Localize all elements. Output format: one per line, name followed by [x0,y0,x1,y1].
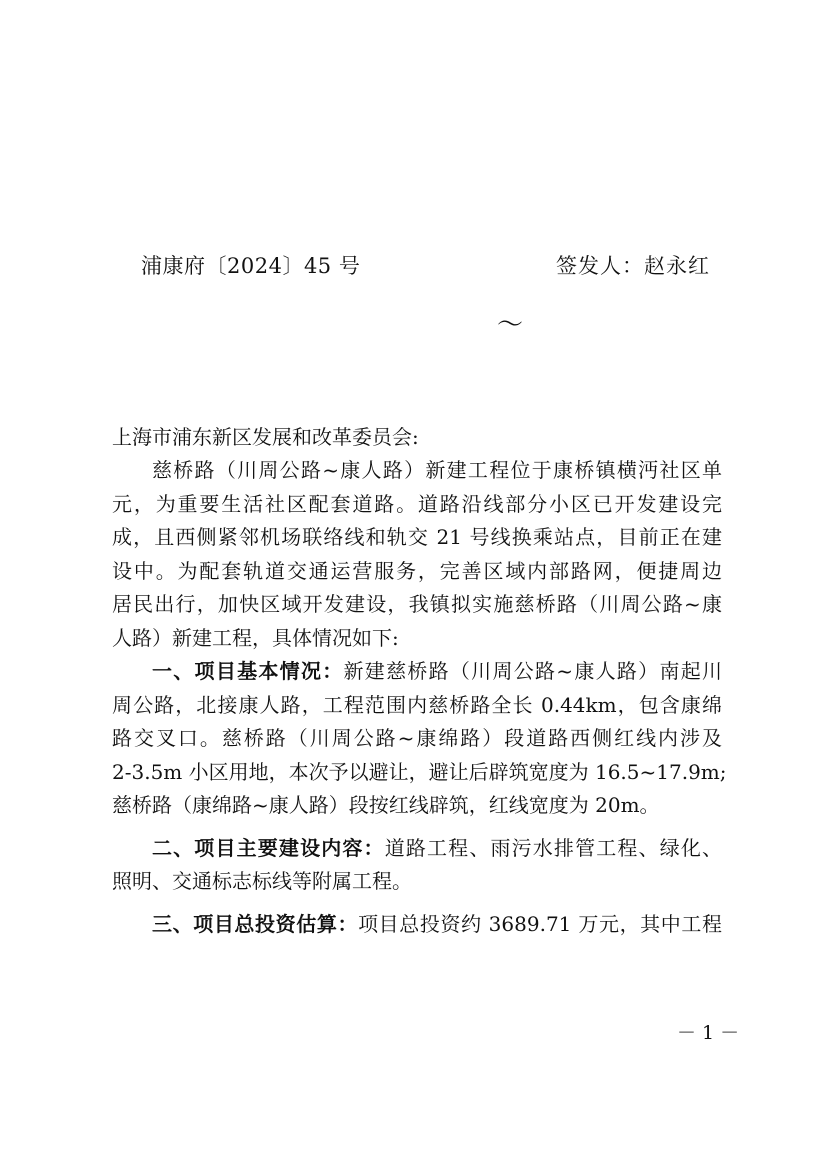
text-line: 2-3.5m 小区用地，本次予以避让，避让后辟筑宽度为 16.5~17.9m; [112,759,727,784]
text-line: 周公路，北接康人路，工程范围内慈桥路全长 0.44km，包含康绵 [112,692,722,717]
addressee: 上海市浦东新区发展和改革委员会: [112,425,419,449]
text-line: 设中。为配套轨道交通运营服务，完善区域内部路网，便捷周边 [112,558,722,583]
page-number: － 1 － [677,1022,740,1044]
paragraph-gap [112,899,722,908]
document-body [112,454,727,941]
section-investment [112,908,722,942]
section-heading: 三、项目总投资估算： [152,911,359,936]
section-heading: 二、项目主要建设内容： [152,835,385,860]
section-construction-content [112,832,722,899]
signer-line: 签发人：赵永红 [556,254,710,278]
text-line: 慈桥路（川周公路~康人路）新建工程位于康桥镇横沔社区单 [152,458,722,482]
text-line [112,832,722,866]
text-line: 照明、交通标志标线等附属工程。 [112,869,412,893]
section-heading: 一、项目基本情况： [152,659,344,683]
text-line [112,908,722,942]
section-basic-info [112,655,727,823]
text-line: 路交叉口。慈桥路（川周公路~康绵路）段道路西侧红线内涉及 [112,726,722,750]
text-line: 元，为重要生活社区配套道路。道路沿线部分小区已开发建设完 [112,491,722,516]
tilde-mark: ～ [497,310,524,340]
text-line [112,655,722,689]
document-number: 浦康府〔2024〕45 号 [141,254,361,278]
intro-paragraph [112,454,722,655]
text-run: 项目总投资约 3689.71 万元，其中工程 [358,911,723,936]
text-run: 新建慈桥路（川周公路~康人路）南起川 [343,659,723,683]
paragraph-gap [112,823,722,832]
text-line: 人路）新建工程，具体情况如下: [112,625,399,650]
text-line: 慈桥路（康绵路~康人路）段按红线辟筑，红线宽度为 20m。 [112,793,660,817]
text-line: 成，且西侧紧邻机场联络线和轨交 21 号线换乘站点，目前正在建 [112,525,722,549]
text-run: 道路工程、雨污水排管工程、绿化、 [384,835,723,860]
text-line: 居民出行，加快区域开发建设，我镇拟实施慈桥路（川周公路~康 [112,592,722,616]
